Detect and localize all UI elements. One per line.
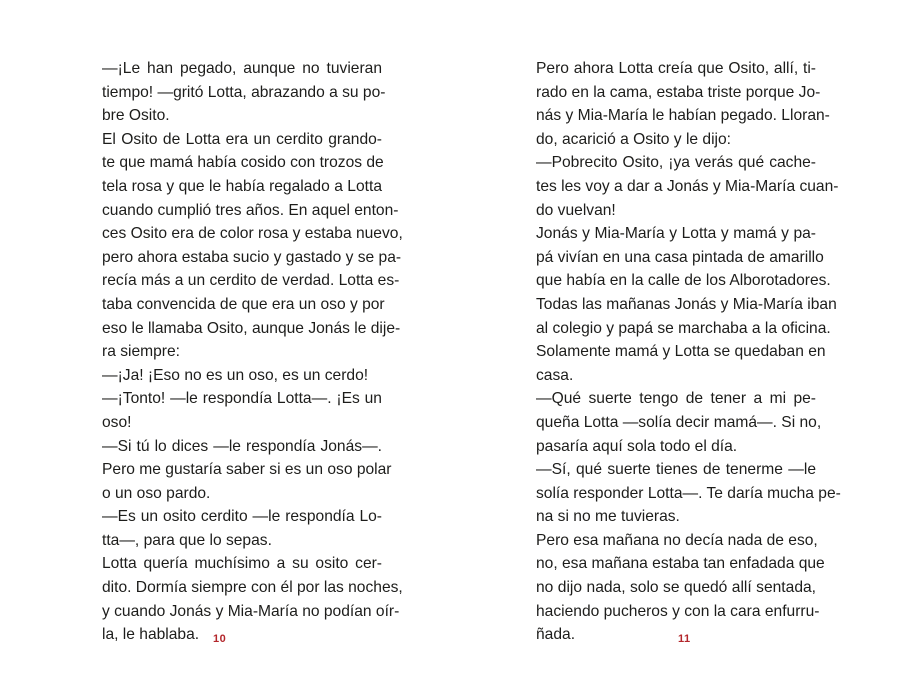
text-line: oso! — [102, 413, 132, 431]
text-line: nás y Mia-María le habían pegado. Lloran- — [536, 107, 830, 125]
text-line: rado en la cama, estaba triste porque Jo- — [536, 83, 821, 101]
text-line: queña Lotta —solía decir mamá—. Si no, — [536, 413, 822, 431]
text-line: Pero me gustaría saber si es un oso polar — [102, 461, 392, 479]
paragraph — [82, 128, 403, 364]
text-line: taba convencida de que era un oso y por — [102, 295, 385, 313]
right-page — [450, 0, 900, 680]
text-line: —Qué suerte tengo de tener a mi pe- — [536, 390, 816, 408]
paragraph — [82, 435, 392, 506]
text-line: —¡Tonto! —le respondía Lotta—. ¡Es un — [102, 390, 382, 408]
text-line: do vuelvan! — [536, 201, 616, 219]
text-line: pá vivían en una casa pintada de amarillo — [536, 248, 824, 266]
text-line: tes les voy a dar a Jonás y Mia-María cuan- — [536, 177, 839, 195]
text-line: cuando cumplió tres años. En aquel enton- — [102, 201, 399, 219]
text-line: Todas las mañanas Jonás y Mia-María iban — [536, 295, 837, 313]
text-line: pero ahora estaba sucio y gastado y se pa- — [102, 248, 402, 266]
text-line: Lotta quería muchísimo a su osito cer- — [102, 555, 382, 573]
paragraph — [82, 552, 403, 646]
text-line: no dijo nada, solo se quedó allí sentada, — [536, 579, 816, 597]
text-line: eso le llamaba Osito, aunque Jonás le dije- — [102, 319, 401, 337]
text-line: te que mamá había cosido con trozos de — [102, 154, 384, 172]
left-page-text — [82, 57, 403, 647]
text-line: solía responder Lotta—. Te daría mucha pe- — [536, 484, 841, 502]
text-line: al colegio y papá se marchaba a la oficina. — [536, 319, 831, 337]
text-line: ces Osito era de color rosa y estaba nuevo, — [102, 225, 403, 243]
text-line: que había en la calle de los Alborotadores. — [536, 272, 831, 290]
right-page-text — [516, 57, 841, 647]
text-line: Solamente mamá y Lotta se quedaban en — [536, 343, 826, 361]
paragraph — [516, 57, 830, 151]
text-line: bre Osito. — [102, 107, 170, 125]
text-line: —Si tú lo dices —le respondía Jonás—. — [102, 437, 382, 455]
text-line: ra siempre: — [102, 343, 180, 361]
text-line: recía más a un cerdito de verdad. Lotta es- — [102, 272, 400, 290]
paragraph — [516, 151, 839, 222]
left-page-number: 10 — [213, 633, 227, 645]
text-line: y cuando Jonás y Mia-María no podían oír- — [102, 602, 400, 620]
text-line: tta—, para que lo sepas. — [102, 531, 272, 549]
paragraph — [82, 364, 382, 388]
paragraph — [516, 387, 822, 458]
text-line: la, le hablaba. — [102, 626, 200, 644]
paragraph — [516, 458, 841, 529]
text-line: —Sí, qué suerte tienes de tenerme —le — [536, 461, 816, 479]
text-line: —¡Le han pegado, aunque no tuvieran — [102, 60, 382, 77]
text-line: tiempo! —gritó Lotta, abrazando a su po- — [102, 83, 386, 101]
paragraph — [516, 222, 837, 387]
text-line: na si no me tuvieras. — [536, 508, 680, 526]
text-line: ñada. — [536, 626, 576, 644]
text-line: —Pobrecito Osito, ¡ya verás qué cache- — [536, 154, 816, 172]
text-line: Pero esa mañana no decía nada de eso, — [536, 531, 818, 549]
text-line: —Es un osito cerdito —le respondía Lo- — [102, 508, 382, 526]
text-line: tela rosa y que le había regalado a Lotta — [102, 177, 382, 195]
right-page-number: 11 — [678, 633, 691, 645]
text-line: o un oso pardo. — [102, 484, 211, 502]
text-line: dito. Dormía siempre con él por las noches, — [102, 579, 403, 597]
text-line: do, acarició a Osito y le dijo: — [536, 130, 732, 148]
text-line: El Osito de Lotta era un cerdito grando- — [102, 130, 382, 148]
text-line: pasaría aquí sola todo el día. — [536, 437, 738, 455]
text-line: casa. — [536, 366, 574, 384]
text-line: Jonás y Mia-María y Lotta y mamá y pa- — [536, 225, 816, 243]
paragraph — [516, 529, 825, 647]
paragraph — [82, 505, 382, 552]
text-line: no, esa mañana estaba tan enfadada que — [536, 555, 825, 573]
text-line: —¡Ja! ¡Eso no es un oso, es un cerdo! — [102, 366, 369, 384]
text-line: Pero ahora Lotta creía que Osito, allí, ti- — [536, 60, 816, 77]
text-line: haciendo pucheros y con la cara enfurru- — [536, 602, 820, 620]
paragraph — [82, 57, 386, 128]
paragraph — [82, 387, 382, 434]
